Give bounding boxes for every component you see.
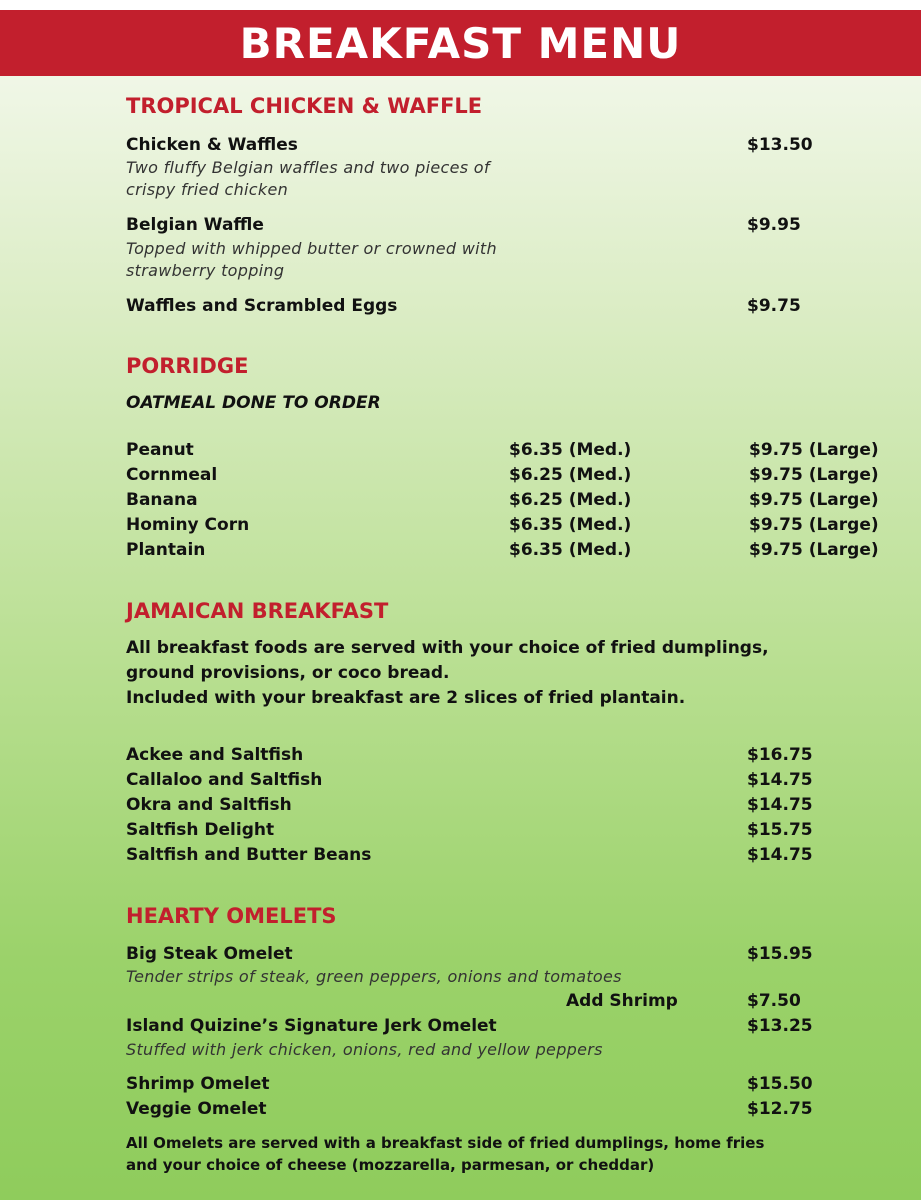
menu-item-name: Ackee and Saltfish	[126, 745, 304, 765]
menu-item-name: Shrimp Omelet	[126, 1074, 270, 1094]
omelet-footer-note: and your choice of cheese (mozzarella, parmesan, or cheddar)	[126, 1156, 655, 1174]
menu-item-name: Island Quizine’s Signature Jerk Omelet	[126, 1016, 497, 1036]
menu-item-price: $14.75	[747, 770, 813, 790]
menu-item-price: $15.75	[747, 820, 813, 840]
menu-title: BREAKFAST MENU	[239, 18, 682, 68]
porridge-name: Banana	[126, 490, 198, 510]
porridge-large-price: $9.75 (Large)	[749, 515, 879, 535]
porridge-name: Hominy Corn	[126, 515, 250, 535]
porridge-large-price: $9.75 (Large)	[749, 465, 879, 485]
omelet-footer-note: All Omelets are served with a breakfast side of fried dumplings, home fries	[126, 1134, 765, 1152]
porridge-medium-price: $6.25 (Med.)	[509, 465, 632, 485]
porridge-medium-price: $6.25 (Med.)	[509, 490, 632, 510]
menu-item-price: $9.95	[747, 215, 801, 235]
porridge-medium-price: $6.35 (Med.)	[509, 540, 632, 560]
menu-item-name: Big Steak Omelet	[126, 944, 293, 964]
menu-item-price: $15.50	[747, 1074, 813, 1094]
menu-item-price: $13.50	[747, 135, 813, 155]
porridge-large-price: $9.75 (Large)	[749, 490, 879, 510]
section-title-tropical: TROPICAL CHICKEN & WAFFLE	[126, 94, 483, 118]
section-title-porridge: PORRIDGE	[126, 354, 249, 378]
menu-item-price: $16.75	[747, 745, 813, 765]
menu-item-price: $14.75	[747, 795, 813, 815]
menu-item-name: Waffles and Scrambled Eggs	[126, 296, 398, 316]
porridge-large-price: $9.75 (Large)	[749, 540, 879, 560]
porridge-name: Cornmeal	[126, 465, 218, 485]
section-note: All breakfast foods are served with your choice of fried dumplings,	[126, 638, 769, 658]
add-on-price: $7.50	[747, 991, 801, 1011]
porridge-medium-price: $6.35 (Med.)	[509, 515, 632, 535]
porridge-name: Plantain	[126, 540, 206, 560]
section-title-omelets: HEARTY OMELETS	[126, 904, 337, 928]
porridge-large-price: $9.75 (Large)	[749, 440, 879, 460]
menu-item-name: Chicken & Waffles	[126, 135, 298, 155]
menu-item-name: Belgian Waffle	[126, 215, 264, 235]
porridge-name: Peanut	[126, 440, 194, 460]
menu-item-description: strawberry topping	[126, 261, 285, 280]
menu-item-description: Tender strips of steak, green peppers, onions and tomatoes	[126, 967, 622, 986]
menu-item-name: Callaloo and Saltfish	[126, 770, 323, 790]
menu-item-price: $12.75	[747, 1099, 813, 1119]
menu-item-name: Saltfish Delight	[126, 820, 275, 840]
menu-header	[0, 10, 921, 76]
section-subtitle: OATMEAL DONE TO ORDER	[126, 393, 381, 413]
add-on-name: Add Shrimp	[566, 991, 678, 1011]
top-border	[0, 0, 921, 10]
menu-item-description: crispy fried chicken	[126, 180, 289, 199]
menu-item-name: Saltfish and Butter Beans	[126, 845, 372, 865]
menu-item-description: Two fluffy Belgian waffles and two pieces of	[126, 158, 490, 177]
menu-item-price: $13.25	[747, 1016, 813, 1036]
menu-item-price: $14.75	[747, 845, 813, 865]
menu-item-name: Veggie Omelet	[126, 1099, 267, 1119]
menu-item-name: Okra and Saltfish	[126, 795, 292, 815]
porridge-medium-price: $6.35 (Med.)	[509, 440, 632, 460]
section-note: ground provisions, or coco bread.	[126, 663, 450, 683]
menu-item-description: Stuffed with jerk chicken, onions, red and yellow peppers	[126, 1040, 603, 1059]
menu-item-description: Topped with whipped butter or crowned with	[126, 239, 497, 258]
menu-item-price: $15.95	[747, 944, 813, 964]
section-note: Included with your breakfast are 2 slices of fried plantain.	[126, 688, 686, 708]
section-title-jamaican: JAMAICAN BREAKFAST	[126, 599, 389, 623]
menu-item-price: $9.75	[747, 296, 801, 316]
